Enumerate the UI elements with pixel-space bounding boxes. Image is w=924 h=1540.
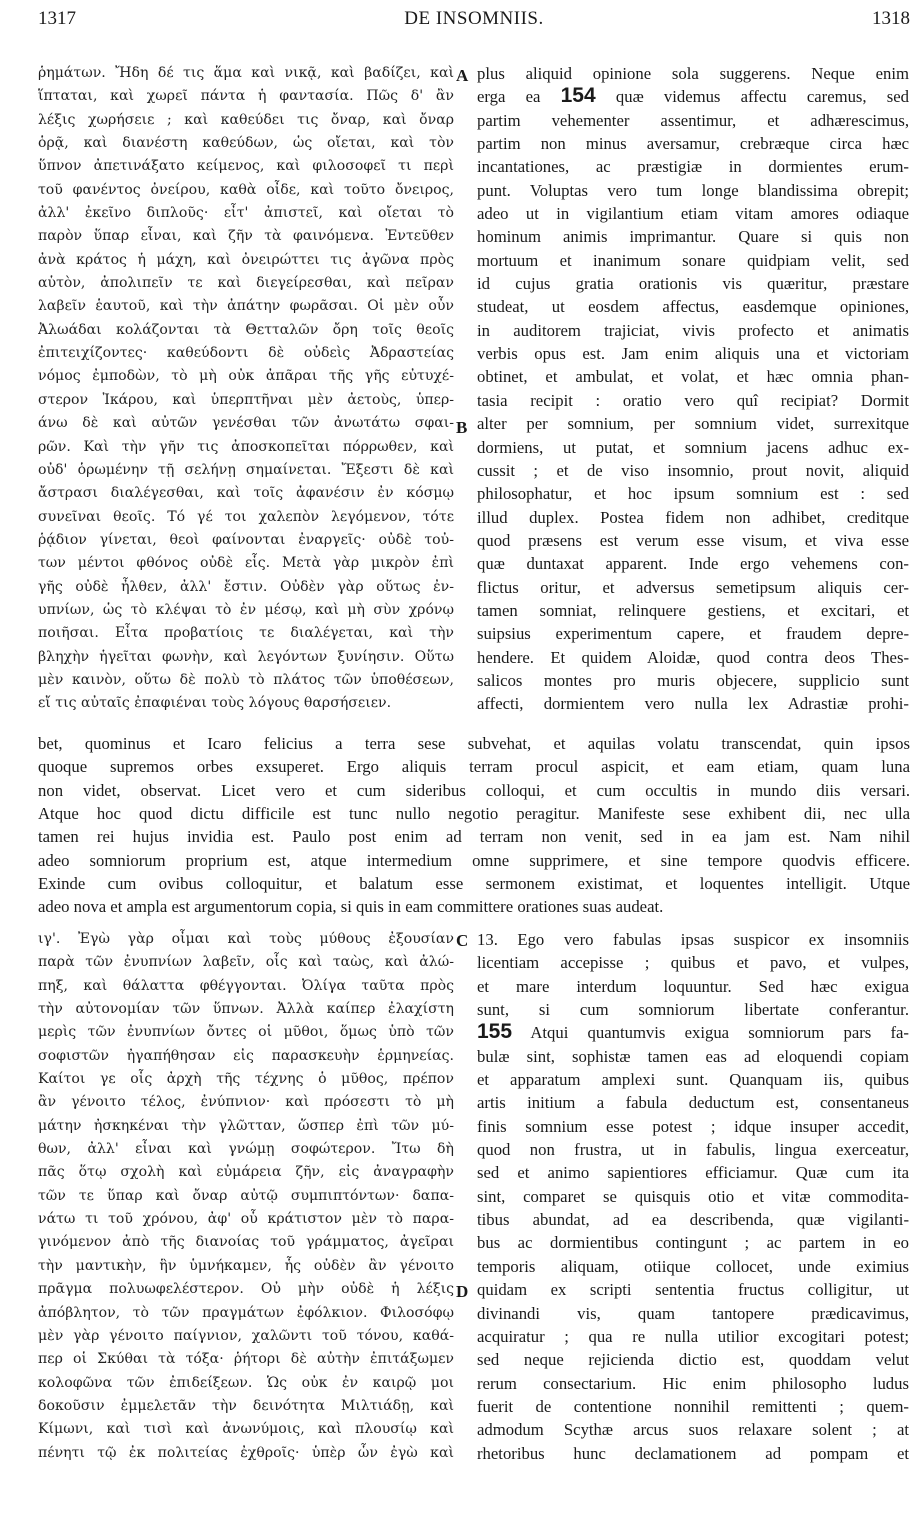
greek-line: τῶν τε ὕπαρ καὶ ὄναρ αὐτῷ συμπιπτόντων· δαπα-	[38, 1187, 454, 1204]
latin-line: mortuum et inanimum sonare quidpiam velit, sed	[477, 250, 909, 270]
greek-line: δοκοῦσιν ἐμμελετᾶν τὴν δεινότητα Μιλτιάδῃ, καὶ	[38, 1397, 454, 1414]
latin-line: incantationes, ac præstigiæ in dormientes erum-	[477, 157, 909, 177]
greek-line: παρὸν ὕπαρ εἶναι, καὶ ζῆν τὰ φαινόμενα. Ἐντεῦθεν	[38, 228, 454, 245]
greek-line: λαβεῖν ἑαυτοῦ, καὶ τὴν ἀπάτην φωρᾶσαι. Οἱ μὲν οὖν	[38, 298, 454, 315]
latin-line: acquiratur ; qua re nulla utilior excogitari potest;	[477, 1326, 909, 1346]
latin-line: bus ac dormientibus contingunt ; ac partem in eo	[477, 1233, 909, 1253]
latin-line: sint, comparet se quisquis otio et vitæ commodita-	[477, 1186, 909, 1206]
greek-line: βληχὴν ἡγεῖται φωνὴν, καὶ λεγόντων ξυνίησιν. Οὕτω	[38, 648, 454, 665]
greek-line: ῥημάτων. Ἤδη δέ τις ἅμα καὶ νικᾷ, καὶ βαδίζει, καὶ	[38, 65, 454, 81]
latin-line: sed et animo sapientiores efficiamur. Quæ cum ita	[477, 1163, 909, 1183]
latin-line: quæ duntaxat apparent. Inde ergo vehemens con-	[477, 554, 909, 574]
page-number-right: 1318	[872, 8, 910, 29]
greek-line: συνεῖναι θεοῖς. Τό γέ τοι χαλεπὸν λεγόμενον, τότε	[38, 508, 454, 525]
latin-line: tamen rei hujus invidia est. Paulo post enim ad terram non venit, sed in ea jam est. Nam nihil	[38, 827, 910, 847]
greek-line: ἄστρασι διαλέγεσθαι, καὶ τοῖς ἀφανέσιν ἐν κόσμῳ	[38, 485, 454, 502]
latin-line: non videt, observat. Licet vero et cum sideribus colloqui, et cum occultis in mundo diis versari.	[38, 780, 910, 800]
latin-line: bet, quominus et Icaro felicius a terra sese subvehat, et aquilas volatu transcendat, quin ipsos	[38, 734, 910, 753]
latin-line: rhetoribus hunc declamationem ad pompam et	[477, 1443, 909, 1463]
latin-line: temporis aliquam, otiique collocet, unde eximius	[477, 1256, 909, 1276]
greek-line: μὲν γὰρ γένοιτο παίγνιον, χαλῶντι τοῦ τόνου, καθά-	[38, 1327, 454, 1344]
page-ref-154: 154	[560, 84, 596, 108]
latin-line: bulæ sint, sophistæ tamen eas ad eloquendi copiam	[477, 1046, 909, 1066]
latin-line: salicos montes pro muris objecere, supplicio sunt	[477, 670, 909, 690]
latin-line: quoque supremos orbes exsuperet. Ergo aliquis terram procul aspicit, et eam etiam, quam luna	[38, 757, 910, 777]
latin-line: quidam ex scripti sententia fructus colligitur, ut	[477, 1280, 909, 1300]
latin-line: hendere. Et quidem Aloidæ, quod contra deos Thes-	[477, 647, 909, 667]
latin-line: plus aliquid opinione sola suggerens. Neque enim	[477, 64, 909, 83]
greek-line: Ἀλωάδαι κολάζονται τὰ Θετταλῶν ὄρη τοῖς θεοῖς	[38, 321, 454, 338]
greek-line: άνω δὲ καὶ αὐτῶν γενέσθαι τῶν ἀνωτάτω σφαι-	[38, 415, 454, 432]
latin-line: verbis opus est. Jam enim aliquis una et victoriam	[477, 344, 909, 364]
greek-line: νόμος ἐμποδὼν, τὸ μὴ οὐκ ἀπᾶραι τῆς γῆς εὐτυχέ-	[38, 368, 454, 385]
latin-line: quod præsens est verum esse visum, et viva esse	[477, 530, 909, 550]
latin-line: et apparatum amplexi sunt. Quanquam iis, quibus	[477, 1070, 909, 1090]
greek-line: αὑτὸν, ἀπολιπεῖν τε καὶ διεγείρεσθαι, καὶ πεῖραν	[38, 275, 454, 292]
latin-line: id cujus gratia orationis vis quæritur, præstare	[477, 274, 909, 294]
greek-line: οὐδ' ὁρωμένην τῇ σελήνῃ σημαίνεται. Ἔξεστι δὲ καὶ	[38, 461, 454, 478]
greek-line: Καίτοι γε οἷς ἀρχὴ τῆς τέχνης ὁ μῦθος, πρέπον	[38, 1071, 454, 1088]
greek-line: ποιῆσαι. Εἶτα προβατίοις τε διαλέγεται, καὶ τὴν	[38, 625, 454, 642]
latin-line: hominum animis imprimantur. Quare si quis non	[477, 227, 909, 247]
greek-line: ἀνὰ κράτος ἡ μάχη, καὶ ὀνειρώττει τις ἀγῶνα πρὸς	[38, 251, 454, 268]
latin-fragment: Atqui quantumvis exigua somniorum pars fa-	[530, 1023, 909, 1043]
latin-line: tamen somniat, relinquere gestiens, et excitari, et	[477, 600, 909, 620]
latin-line: tasia recipit : oratio vero quî recipiat? Dormit	[477, 390, 909, 410]
latin-line: obtinet, et ambulat, et volat, et hæc omnia phan-	[477, 367, 909, 387]
marker-b: B	[456, 418, 468, 437]
greek-line: πένητι τῷ ἐκ πολιτείας ἐχθροῖς· ὑπὲρ ὧν ἐγὼ καὶ	[38, 1444, 454, 1461]
latin-line: Exinde cum ovibus colloquitur, et balatum esse sermonem existimat, et loquentes intelligit. Utque	[38, 874, 910, 894]
latin-line: rerum consectarium. Hic enim philosopho ludus	[477, 1373, 909, 1393]
greek-line: ρῶν. Καὶ τὴν γῆν τις ἀποσκοπεῖται πόρρωθεν, καὶ	[38, 438, 454, 455]
latin-line	[477, 1021, 909, 1044]
greek-line: Κίμωνι, καὶ τισὶ καὶ ἀνωνύμοις, καὶ πλουσίῳ καὶ	[38, 1421, 454, 1438]
greek-line: παρὰ τῶν ἐνυπνίων λαβεῖν, οἷς καὶ ταὼς, καὶ ἀλώ-	[38, 954, 454, 971]
greek-line: μὲν καινὸν, οὕτω δὲ πολὺ τὸ πλάτος τῶν ὑποθέσεων,	[38, 671, 454, 688]
running-header	[38, 6, 910, 32]
greek-line: ἐπιτειχίζοντες· καθεύδοντι δὲ οὐδεὶς Ἀδραστείας	[38, 345, 454, 362]
latin-line: illud duplex. Postea fidem non adhibet, creditque	[477, 507, 909, 527]
greek-line: ἀπόβλητον, τὸ τῶν πραγμάτων ἐφόλκιον. Φιλοσόφῳ	[38, 1304, 454, 1321]
marker-c: C	[456, 931, 469, 950]
greek-line: κολοφῶνα τῶν ἐπιδείξεων. Ὡς οὐκ ἐν καιρῷ μοι	[38, 1374, 454, 1391]
greek-line: πηξ, καὶ θάλαττα φθέγγονται. Ὀλίγα ταῦτα πρὸς	[38, 977, 454, 994]
latin-line: 13. Ego vero fabulas ipsas suspicor ex insomniis	[477, 930, 909, 949]
greek-line: θων, ἀλλ' εἶναι καὶ γνώμῃ σοφώτερον. Ἴτω δὴ	[38, 1141, 454, 1158]
latin-line: flictus oritur, et adversus semetipsum aliquis cer-	[477, 577, 909, 597]
latin-line: adeo nova et ampla est argumentorum copia, si quis in eam committere orationes suas audeat.	[38, 897, 664, 917]
latin-line: sunt, si cum somniorum libertate conferantur.	[477, 1000, 909, 1020]
greek-line: νάτω τι τοῦ χρόνου, ἀφ' οὗ κράτιστον μὲν τὸ παρα-	[38, 1211, 454, 1228]
latin-line: alter per somnium, per somnium videt, surrexitque	[477, 414, 909, 434]
latin-line: suipsius experimentum capere, et fraudem depre-	[477, 624, 909, 644]
greek-line: γινόμενον ἀπὸ τῆς διανοίας τοῦ γράμματος, ἀγεῖραι	[38, 1234, 454, 1251]
greek-line: περ οἱ Σκύθαι τὰ τόξα· ῥήτορι δὲ αὐτὴν ἐπιτάξωμεν	[38, 1351, 454, 1368]
greek-column-bottom	[38, 928, 454, 1528]
latin-line: licentiam accepisse ; quibus et pavo, et vulpes,	[477, 953, 909, 973]
latin-line: punt. Voluptas vero tum longe blandissima obrepit;	[477, 180, 909, 200]
greek-line: πρᾶγμα πολυωφελέστερον. Οὐ μὴν οὐδὲ ἡ λέξις	[38, 1281, 454, 1298]
latin-line: dormiens, ut putat, et somnium jacens adhuc ex-	[477, 437, 909, 457]
latin-fragment: erga ea	[477, 87, 541, 107]
latin-line: et mare interdum loquuntur. Sed hæc exigua	[477, 976, 909, 996]
greek-line: εἴ τις αὐταῖς ἐπαφιέναι τοὺς λόγους θαρσήσειεν.	[38, 695, 392, 712]
latin-column-top	[477, 62, 909, 722]
greek-line: των μέντοι φθόνος οὐδὲ εἷς. Μετὰ γὰρ μικρὸν ἐπὶ	[38, 555, 454, 572]
latin-line: adeo somniorum proprium est, atque intermedium omne supprimere, et sine tempore quodvis efficere.	[38, 850, 910, 870]
latin-line: finis somnium esse potest ; idque insuper accedit,	[477, 1116, 909, 1136]
greek-line: τὴν μαντικὴν, ἣν ὑμνήκαμεν, ἧς οὐδὲν ἂν γένοιτο	[38, 1257, 454, 1274]
latin-line: artis initium a fabula deductum est, consentaneus	[477, 1093, 909, 1113]
latin-line: in auditorem trajiciat, vivis profecto et animatis	[477, 320, 909, 340]
greek-line: ῥᾴδιον γίνεται, θεοὶ φαίνονται ἐναργεῖς· οὐδὲ τοὐ-	[38, 531, 454, 548]
latin-line: divinandi vis, quam tantopere prædicavimus,	[477, 1303, 909, 1323]
latin-line: tibus abundat, ad ea describenda, quæ vigilanti-	[477, 1210, 909, 1230]
greek-line: ἵπταται, καὶ χωρεῖ πάντα ἡ φαντασία. Πῶς δ' ἂν	[38, 88, 454, 105]
marker-a: A	[456, 66, 469, 85]
greek-line: τὴν αὐτονομίαν τῶν ὕπνων. Ἀλλὰ καίπερ ἐλαχίστη	[38, 1001, 454, 1018]
greek-line: ὕπνον ἀπετινάξατο κείμενος, καὶ φιλοσοφεῖ τι περὶ	[38, 158, 454, 175]
latin-line: philosophatur, et hoc ipsum somnium est : sed	[477, 484, 909, 504]
latin-line: quod non frustra, ut in fabulis, lingua exerceatur,	[477, 1140, 909, 1160]
latin-line: Atque hoc quod dictu difficile est tunc nullo negotio peragitur. Manifeste sese exhibent dii, nec ulla	[38, 804, 910, 824]
latin-line	[477, 85, 909, 108]
running-title: DE INSOMNIIS.	[404, 8, 544, 29]
page-ref-155: 155	[477, 1020, 513, 1044]
latin-line: cussit ; et de viso insomnio, prout novit, aliquid	[477, 460, 909, 480]
latin-line: fuerit de contentione nonnihil remittenti ; quem-	[477, 1396, 909, 1416]
greek-line: ὁρᾷ, καὶ διανέστη καθεύδων, ὡς οἴεται, καὶ τὸν	[38, 135, 454, 152]
latin-line: adeo ut in vigilantium etiam vitam amores odiaque	[477, 204, 909, 224]
greek-line: ἀλλ' ἐκεῖνο διπλοῦς· εἶτ' ἀπιστεῖ, καὶ οἴεται τὸ	[38, 205, 454, 222]
greek-line: μερὶς τῶν ἐνυπνίων ὄντες οἱ μῦθοι, ὅμως ὑπὸ τῶν	[38, 1024, 454, 1041]
latin-line: partim non minus aversamur, crebræque circa hæc	[477, 134, 909, 154]
greek-line: υπνίων, ὡς τὸ κλέψαι τὸ ἐν μέσῳ, καὶ μὴ σὺν χρόνῳ	[38, 601, 454, 618]
latin-line: partim vehementer assentimur, et adhærescimus,	[477, 110, 909, 130]
latin-fragment: quæ videmus affectu caremus, sed	[615, 87, 909, 107]
latin-column-bottom	[477, 928, 909, 1528]
latin-line: affecti, dormientem vero nulla lex Adrastiæ prohi-	[477, 694, 909, 714]
latin-line: sed neque rejicienda dictio est, quoddam velut	[477, 1350, 909, 1370]
latin-full-width	[38, 732, 910, 922]
greek-column-top	[38, 62, 454, 722]
greek-line: λέξις χωρήσειε ; καὶ καθεύδει τις ὄναρ, καὶ ὄναρ	[38, 111, 454, 128]
greek-line: ιγ'. Ἐγὼ γὰρ οἶμαι καὶ τοὺς μύθους ἐξουσίαν	[38, 931, 454, 947]
latin-line: studeat, ut eosdem affectus, easdemque opiniones,	[477, 297, 909, 317]
greek-line: σοφιστῶν ἠγαπήθησαν εἰς παρασκευὴν ἑρμηνείας.	[38, 1047, 454, 1064]
greek-line: γῆς οὐδὲ ἦλθεν, ἀλλ' ἔστιν. Οὐδὲν γὰρ οὕτως ἐν-	[38, 578, 454, 595]
greek-line: ἂν γένοιτο τέλος, ἐνύπνιον· καὶ πρόσεστι τὸ μὴ	[38, 1094, 454, 1111]
greek-line: πᾶς ὅτῳ σχολὴ καὶ εὐμάρεια ζῆν, εἰς ἀναγραφὴν	[38, 1164, 454, 1181]
greek-line: τοῦ φανέντος ὀνείρου, καθὰ οἶδε, καὶ τοῦτο ὄνειρος,	[38, 181, 454, 198]
page-number-left: 1317	[38, 8, 76, 29]
greek-line: στερον Ἰκάρου, καὶ ὑπερπτῆναι μὲν ἀετοὺς, ὑπερ-	[38, 391, 454, 408]
marker-d: D	[456, 1282, 469, 1301]
latin-line: admodum Scythæ arcus suos relaxare solent ; at	[477, 1420, 909, 1440]
greek-line: μάτην ἠσκηκέναι τὴν γλῶτταν, ὥσπερ ἐπὶ τῶν μύ-	[38, 1117, 454, 1134]
